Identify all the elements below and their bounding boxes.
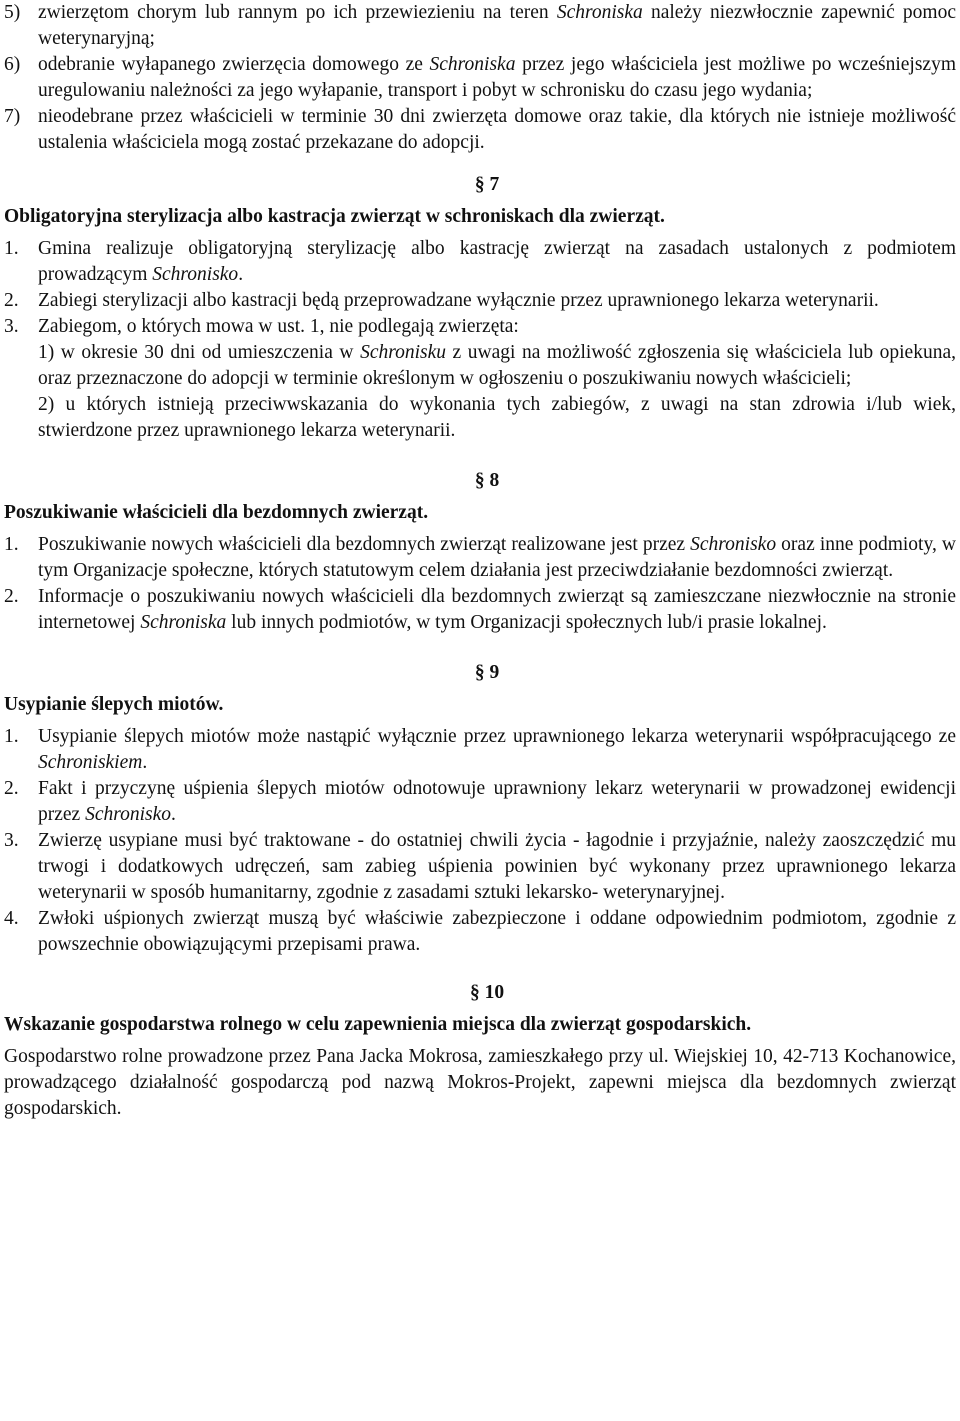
- list-item: [4, 906, 956, 958]
- section-mark: § 8: [474, 470, 500, 491]
- section-10: [4, 980, 956, 1122]
- item-text: Zabiegi sterylizacji albo kastracji będą przeprowadzane wyłącznie przez uprawnionego lekarza weterynarii.: [38, 290, 879, 311]
- item-text: Poszukiwanie nowych właścicieli dla bezdomnych zwierząt realizowane jest przez Schronisko oraz inne podmioty, w tym Organizacje społeczne, których statutowym celem działania jest przeciwdziałanie bezdomności zwierząt.: [38, 534, 956, 581]
- list-item: [4, 724, 956, 776]
- list-item: [4, 314, 956, 340]
- intro-list: [4, 0, 956, 156]
- emphasis: Schronisko: [690, 534, 777, 555]
- list-item: [4, 828, 956, 906]
- item-number: 2.: [4, 586, 19, 607]
- section-mark: § 9: [474, 662, 500, 683]
- item-number: 3.: [4, 316, 19, 337]
- item-number: 2.: [4, 290, 19, 311]
- item-number: 3.: [4, 830, 19, 851]
- list-item: [4, 236, 956, 288]
- list-item: [4, 52, 956, 104]
- sub-item: 1) w okresie 30 dni od umieszczenia w Schronisku z uwagi na możliwość zgłoszenia się właściciela lub opiekuna, oraz przeznaczone do adopcji w terminie określonym w ogłoszeniu o poszukiwaniu nowych właścicieli;: [38, 342, 956, 389]
- item-number: 1.: [4, 726, 19, 747]
- item-text: nieodebrane przez właścicieli w terminie 30 dni zwierzęta domowe oraz takie, dla których nie istnieje możliwość ustalenia właściciela mogą zostać przekazane do adopcji.: [38, 106, 956, 153]
- section-paragraph: Gospodarstwo rolne prowadzone przez Pana Jacka Mokrosa, zamieszkałego przy ul. Wiejskiej 10, 42-713 Kochanowice, prowadzącego działalność gospodarczą pod nazwą Mokros-Projekt, zapewni miejsca dla bezdomnych zwierząt gospodarskich.: [4, 1046, 956, 1119]
- item-number: 4.: [4, 908, 19, 929]
- item-text: zwierzętom chorym lub rannym po ich przewiezieniu na teren Schroniska należy niezwłocznie zapewnić pomoc weterynaryjną;: [38, 2, 956, 49]
- emphasis: Schronisko: [85, 804, 172, 825]
- item-text: Zwłoki uśpionych zwierząt muszą być właściwie zabezpieczone i oddane odpowiednim podmiotom, zgodnie z powszechnie obowiązującymi przepisami prawa.: [38, 908, 956, 955]
- list-item: [4, 0, 956, 52]
- item-number: 2.: [4, 778, 19, 799]
- list-item: [4, 776, 956, 828]
- list-item: [4, 104, 956, 156]
- item-text: Zwierzę usypiane musi być traktowane - do ostatniej chwili życia - łagodnie i przyjaźnie, należy zaoszczędzić mu trwogi i dodatkowych udręczeń, sam zabieg uśpienia powinien być wykonany przez uprawnionego lekarza weterynarii w sposób humanitarny, zgodnie z zasadami sztuki lekarsko- weterynaryjnej.: [38, 830, 956, 903]
- list-item: [4, 584, 956, 636]
- item-number: 6): [4, 54, 21, 75]
- item-number: 7): [4, 106, 21, 127]
- emphasis: Schroniska: [140, 612, 227, 633]
- item-text: Informacje o poszukiwaniu nowych właścicieli dla bezdomnych zwierząt są zamieszczane niezwłocznie na stronie internetowej Schroniska lub innych podmiotów, w tym Organizacji społecznych lub/i prasie lokalnej.: [38, 586, 956, 633]
- list-item: [4, 288, 956, 314]
- item-number: 1.: [4, 534, 19, 555]
- item-text: Fakt i przyczynę uśpienia ślepych miotów odnotowuje uprawniony lekarz weterynarii w prowadzonej ewidencji przez Schronisko.: [38, 778, 956, 825]
- emphasis: Schronisku: [360, 342, 446, 363]
- section-heading: Wskazanie gospodarstwa rolnego w celu zapewnienia miejsca dla zwierząt gospodarskich.: [4, 1014, 752, 1035]
- section-mark: § 7: [474, 174, 500, 195]
- list-item: [4, 532, 956, 584]
- sub-item: 2) u których istnieją przeciwwskazania do wykonania tych zabiegów, z uwagi na stan zdrowia i/lub wiek, stwierdzone przez uprawnionego lekarza weterynarii.: [38, 394, 956, 441]
- item-number: 5): [4, 2, 21, 23]
- emphasis: Schroniskiem: [38, 752, 143, 773]
- section-heading: Usypianie ślepych miotów.: [4, 694, 224, 715]
- item-text: odebranie wyłapanego zwierzęcia domowego ze Schroniska przez jego właściciela jest możliwe po wcześniejszym uregulowaniu należności za jego wyłapanie, transport i pobyt w schronisku do czasu jego wydania;: [38, 54, 956, 101]
- section-heading: Obligatoryjna sterylizacja albo kastracja zwierząt w schroniskach dla zwierząt.: [4, 206, 665, 227]
- item-number: 1.: [4, 238, 19, 259]
- item-text: Gmina realizuje obligatoryjną sterylizację albo kastrację zwierząt na zasadach ustalonych z podmiotem prowadzącym Schronisko.: [38, 238, 956, 285]
- emphasis: Schroniska: [429, 54, 516, 75]
- section-9: [4, 660, 956, 958]
- section-7: [4, 172, 956, 444]
- section-8: [4, 468, 956, 636]
- item-text: Zabiegom, o których mowa w ust. 1, nie podlegają zwierzęta:: [38, 316, 519, 337]
- item-text: Usypianie ślepych miotów może nastąpić wyłącznie przez uprawnionego lekarza weterynarii współpracującego ze Schroniskiem.: [38, 726, 956, 773]
- emphasis: Schroniska: [556, 2, 643, 23]
- emphasis: Schronisko: [152, 264, 239, 285]
- sub-list: [4, 340, 956, 444]
- section-heading: Poszukiwanie właścicieli dla bezdomnych zwierząt.: [4, 502, 429, 523]
- section-mark: § 10: [469, 982, 505, 1003]
